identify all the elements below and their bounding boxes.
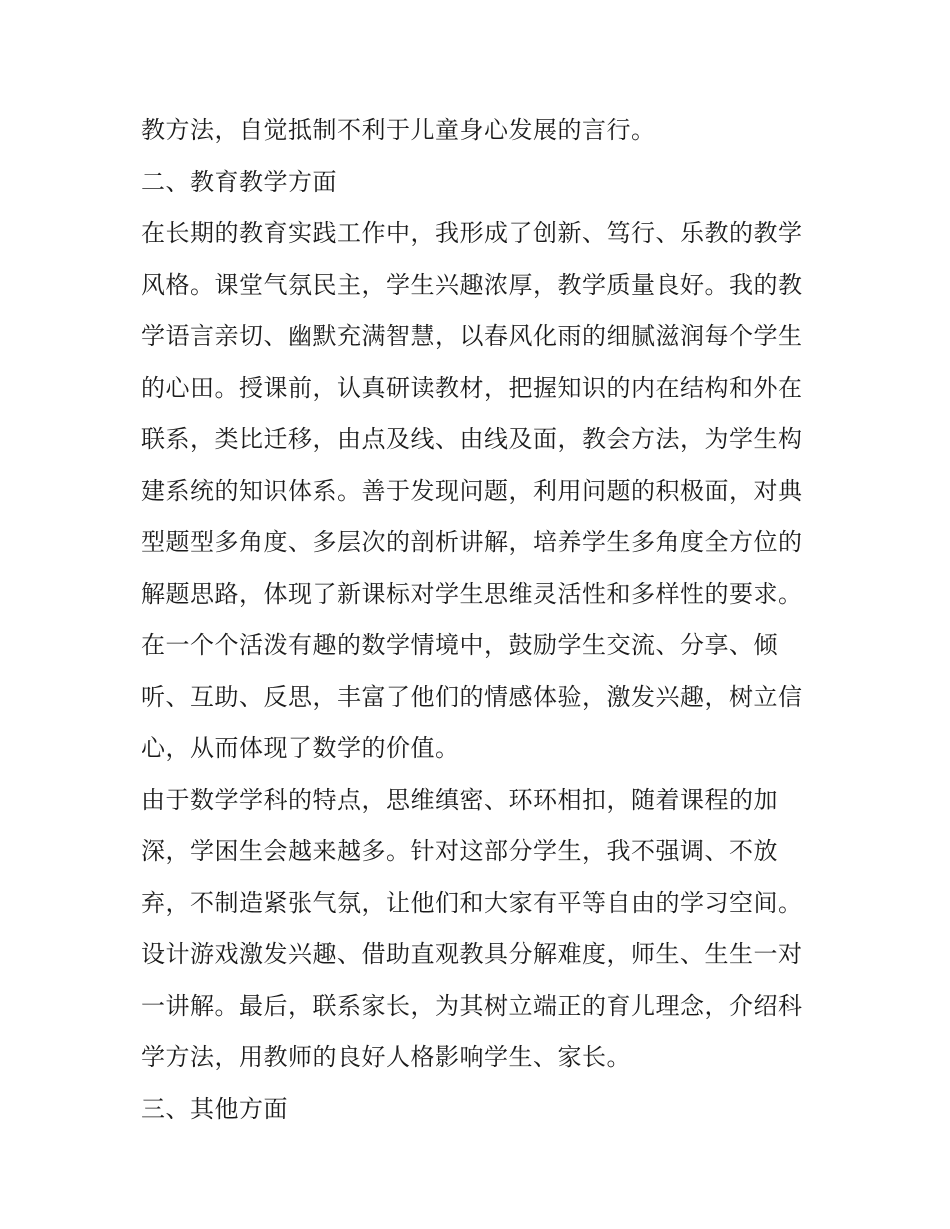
section-heading-teaching: 二、教育教学方面	[141, 167, 337, 196]
paragraph-line: 一讲解。最后，联系家长，为其树立端正的育儿理念，介绍科	[141, 991, 803, 1020]
section-heading-other: 三、其他方面	[141, 1094, 288, 1123]
paragraph-line: 在长期的教育实践工作中，我形成了创新、笃行、乐教的教学	[141, 219, 803, 247]
paragraph-line: 学语言亲切、幽默充满智慧，以春风化雨的细腻滋润每个学生	[141, 322, 803, 350]
paragraph-line: 建系统的知识体系。善于发现问题，利用问题的积极面，对典	[141, 476, 803, 505]
paragraph-line: 由于数学学科的特点，思维缜密、环环相扣，随着课程的加	[141, 785, 778, 814]
paragraph-line: 听、互助、反思，丰富了他们的情感体验，激发兴趣，树立信	[141, 682, 803, 711]
paragraph-line: 在一个个活泼有趣的数学情境中，鼓励学生交流、分享、倾	[141, 631, 778, 659]
paragraph-line: 深，学困生会越来越多。针对这部分学生，我不强调、不放	[141, 837, 778, 865]
paragraph-line: 解题思路，体现了新课标对学生思维灵活性和多样性的要求。	[141, 579, 803, 608]
paragraph-line: 设计游戏激发兴趣、借助直观教具分解难度，师生、生生一对	[141, 940, 803, 968]
paragraph-line: 弃，不制造紧张气氛，让他们和大家有平等自由的学习空间。	[141, 888, 803, 917]
paragraph-line: 风格。课堂气氛民主，学生兴趣浓厚，教学质量良好。我的教	[141, 270, 803, 299]
paragraph-line: 联系，类比迁移，由点及线、由线及面，教会方法，为学生构	[141, 425, 803, 453]
paragraph-line: 心，从而体现了数学的价值。	[141, 734, 460, 762]
paragraph-line: 学方法，用教师的良好人格影响学生、家长。	[141, 1043, 631, 1071]
document-body	[141, 105, 813, 1135]
paragraph-line: 的心田。授课前，认真研读教材，把握知识的内在结构和外在	[141, 373, 803, 402]
paragraph-line: 型题型多角度、多层次的剖析讲解，培养学生多角度全方位的	[141, 528, 803, 556]
paragraph-continuation-line: 教方法，自觉抵制不利于儿童身心发展的言行。	[141, 116, 656, 144]
